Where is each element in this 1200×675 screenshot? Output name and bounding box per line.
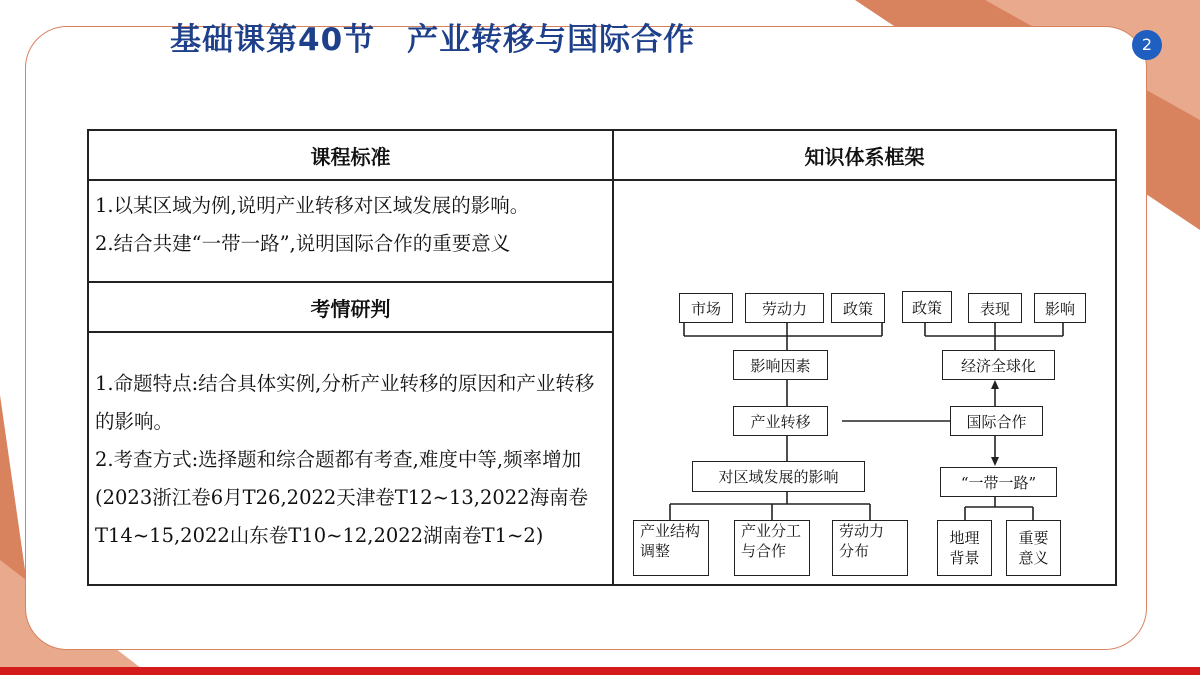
node-division-line-1: 产业分工 (741, 522, 802, 540)
standard-line-1: 1.以某区域为例,说明产业转移对区域发展的影响。 (95, 194, 530, 217)
content-table (87, 129, 1117, 586)
bottom-bar (0, 667, 1200, 675)
node-structure-line-2: 调整 (640, 542, 671, 560)
page-title: 基础课第40节 产业转移与国际合作 (170, 22, 696, 58)
node-geo-background-line-2: 背景 (949, 549, 980, 567)
exam-cell (88, 332, 613, 585)
node-structure (633, 520, 709, 576)
node-geo-background (937, 520, 992, 576)
standard-line-2: 2.结合共建“一带一路”,说明国际合作的重要意义 (95, 232, 511, 255)
node-division (734, 520, 810, 576)
node-policy-left: 政策 (831, 293, 885, 323)
node-impact: 影响 (1034, 293, 1086, 323)
node-significance (1006, 520, 1061, 576)
standard-cell (88, 180, 613, 282)
framework-header: 知识体系框架 (613, 130, 1116, 180)
node-globalization: 经济全球化 (942, 350, 1055, 380)
node-division-line-2: 与合作 (741, 542, 787, 560)
node-factors: 影响因素 (733, 350, 828, 380)
knowledge-diagram (613, 180, 1116, 585)
node-transfer: 产业转移 (733, 406, 828, 436)
node-structure-line-1: 产业结构 (640, 522, 701, 540)
node-labor-distribution (832, 520, 908, 576)
exam-line-1: 1.命题特点:结合具体实例,分析产业转移的原因和产业转移的影响。 (95, 372, 595, 433)
node-regional-impact: 对区域发展的影响 (692, 461, 865, 492)
node-labor: 劳动力 (745, 293, 824, 323)
exam-line-2: 2.考查方式:选择题和综合题都有考查,难度中等,频率增加(2023浙江卷6月T26,2022天津卷T12~13,2022海南卷T14~15,2022山东卷T10~12,2022湖南卷T1~2) (95, 448, 589, 547)
node-labor-distribution-line-2: 分布 (839, 542, 870, 560)
node-market: 市场 (679, 293, 733, 323)
exam-header: 考情研判 (88, 282, 613, 332)
page-number-badge: 2 (1132, 30, 1162, 60)
node-manifest: 表现 (968, 293, 1022, 323)
node-geo-background-line-1: 地理 (949, 529, 980, 547)
node-significance-line-2: 意义 (1018, 549, 1049, 567)
node-significance-line-1: 重要 (1018, 529, 1049, 547)
node-belt-road: “一带一路” (940, 467, 1057, 497)
node-cooperation: 国际合作 (950, 406, 1043, 436)
standard-header: 课程标准 (88, 130, 613, 180)
node-labor-distribution-line-1: 劳动力 (839, 522, 885, 540)
node-policy-right: 政策 (902, 291, 952, 323)
